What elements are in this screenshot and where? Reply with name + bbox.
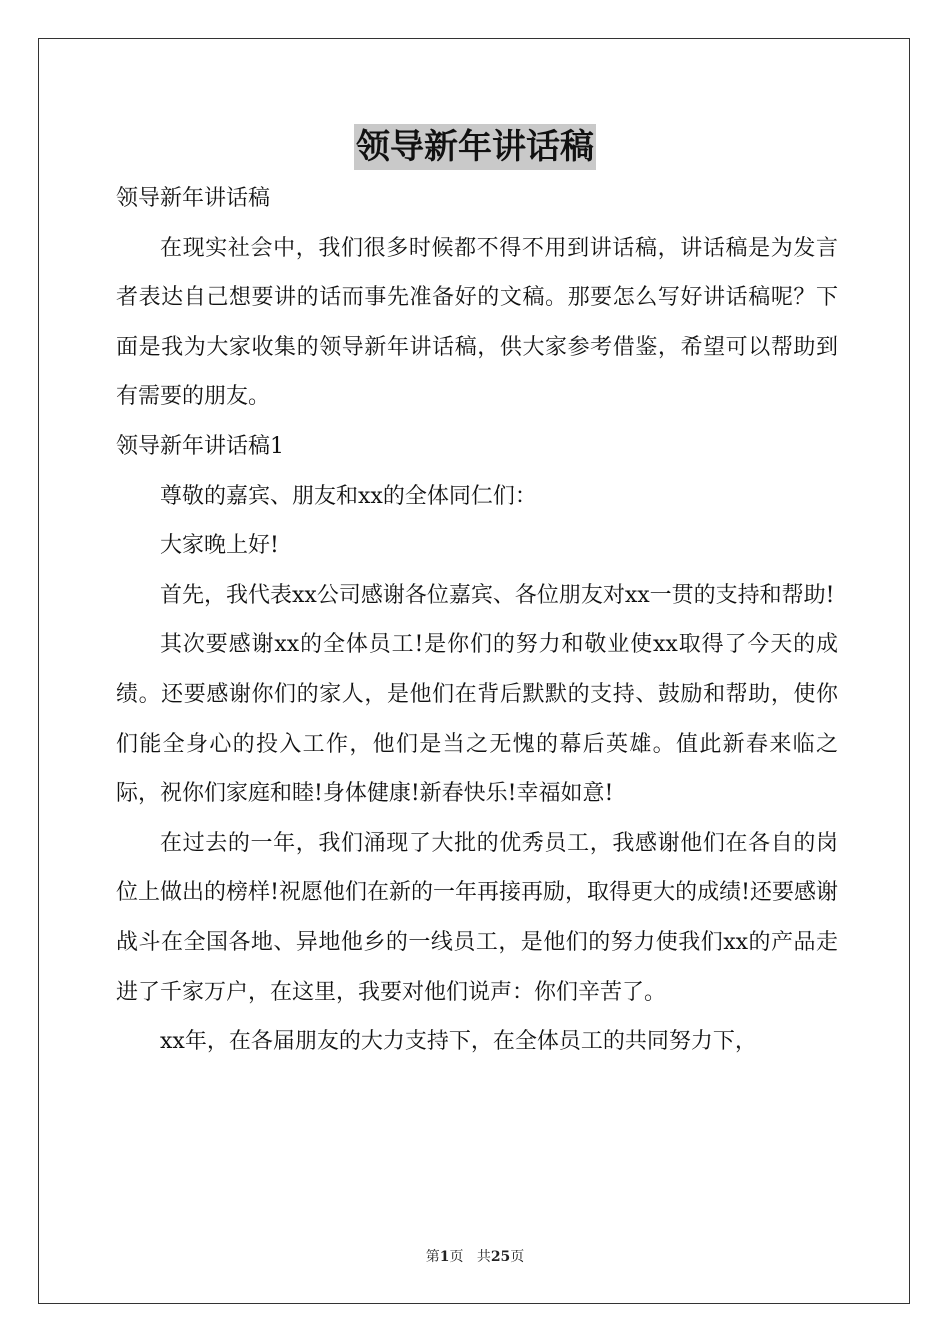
thanks-staff-paragraph: 其次要感谢xx的全体员工!是你们的努力和敬业使xx取得了今天的成绩。还要感谢你们的家人，是他们在背后默默的支持、鼓励和帮助，使你们能全身心的投入工作，他们是当之无愧的幕后英雄。值此新春来临之际，祝你们家庭和睦!身体健康!新春快乐!幸福如意! [116, 632, 838, 807]
evening-greeting: 大家晚上好! [160, 533, 279, 559]
footer-page-suffix: 页 [449, 1249, 464, 1265]
greeting-paragraph: 尊敬的嘉宾、朋友和xx的全体同仁们： [160, 483, 537, 509]
document-subtitle: 领导新年讲话稿 [116, 186, 271, 211]
title-container [0, 124, 950, 170]
outstanding-staff-paragraph: 在过去的一年，我们涌现了大批的优秀员工，我感谢他们在各自的岗位上做出的榜样!祝愿他们在新的一年再接再励，取得更大的成绩!还要感谢战斗在全国各地、异地他乡的一线员工，是他们的努力使我们xx的产品走进了千家万户，在这里，我要对他们说声：你们辛苦了。 [116, 830, 838, 1005]
thanks-guests-paragraph: 首先，我代表xx公司感谢各位嘉宾、各位朋友对xx一贯的支持和帮助! [160, 582, 835, 608]
section-heading: 领导新年讲话稿1 [116, 433, 284, 459]
footer-total-pages: 25 [490, 1249, 511, 1265]
document-title: 领导新年讲话稿 [354, 124, 596, 170]
document-body [116, 174, 838, 1067]
intro-paragraph: 在现实社会中，我们很多时候都不得不用到讲话稿，讲话稿是为发言者表达自己想要讲的话而事先准备好的文稿。那要怎么写好讲话稿呢？下面是我为大家收集的领导新年讲话稿，供大家参考借鉴，希望可以帮助到有需要的朋友。 [116, 235, 838, 410]
year-summary-paragraph: xx年，在各届朋友的大力支持下，在全体员工的共同努力下， [160, 1029, 757, 1055]
footer-current-page: 1 [439, 1249, 450, 1265]
footer-prefix: 第 [425, 1249, 440, 1265]
footer-total-suffix: 页 [510, 1249, 525, 1265]
page-footer [0, 1246, 950, 1266]
footer-total-prefix: 共 [476, 1249, 491, 1265]
